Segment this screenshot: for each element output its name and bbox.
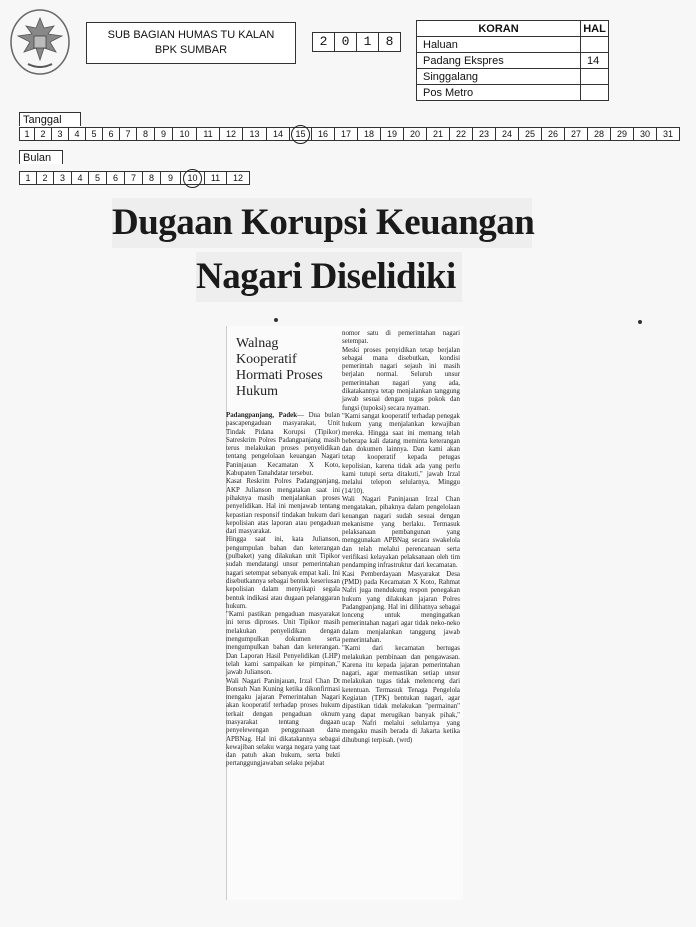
date-cell: 23 (472, 127, 496, 141)
speck-mark (638, 320, 642, 324)
date-cell: 5 (85, 127, 103, 141)
month-cell: 9 (160, 171, 181, 185)
date-cell: 24 (495, 127, 519, 141)
month-cell-selected: 10 (180, 171, 205, 185)
month-cell: 8 (142, 171, 161, 185)
article-col2-body: nomor satu di pemerintahan nagari setempat. Meski proses penyidikan tetap berjalan sebagai mana disebutkan, kondisi pemerintah nagari sejauh ini masih berjalan normal. Seluruh unsur pemerintahan nagari yang ada, dikatakannya tetap menjalankan tanggung jawab sesuai dengan tugas pokok dan fungsi (tupoksi) secara nyaman. "Kami sangat kooperatif terhadap penegak hukum yang menjalankan kewajiban mereka. Hingga saat ini memang telah beberapa kali datang meminta keterangan dan dokumen lainnya. Dan kami akan tetap kooperatif kepada petugas kepolisian, karena tidak ada yang perlu kami tutupi serta ditakuti," jawab Irzal melalui telepon selularnya, Minggu (14/10). Wali Nagari Paninjauan Irzal Chan mengatakan, pihaknya dalam pengelolaan keuangan nagari sudah sesuai dengan mekanisme yang berlaku. Termasuk pelaksanaan pembangunan yang menggunakan APBNag secara swakelola dan telah melalui perencanaan serta verifikasi kelayakan pelaksanaan oleh tim pendamping infrastruktur dari kecamatan. Kasi Pemberdayaan Masyarakat Desa (PMD) pada Kecamatan X Koto, Rahmat Nafri juga mendukung respon penegakan hukum yang dilakukan jajaran Polres Padangpanjang. Hal ini dilihatnya sebagai lonceng untuk mengingatkan pemerintahan nagari agar tidak neko-neko dalam menjalankan tanggung jawab pemerintahan. "Kami dari kecamatan bertugas melakukan pembinaan dan pengawasan. Karena itu kepada jajaran pemerintahan nagari, agar memastikan setiap unsur melakukan tugas tidak melenceng dari ketentuan. Termasuk Tenaga Pengelola Kegiatan (TPK) bentukan nagari, agar dipastikan tidak melakukan "permainan" yang dapat merugikan banyak pihak," ucap Nafri melalui selularnya yang mengaku masih berada di Jakarta ketika dihubungi terpisah. (wrd) (342, 330, 460, 744)
koran-header: KORAN (417, 21, 581, 37)
date-cell: 1 (19, 127, 35, 141)
date-cell: 14 (266, 127, 290, 141)
hal-header: HAL (581, 21, 609, 37)
newspaper-page (581, 85, 609, 101)
article-column-1 (226, 330, 340, 769)
date-row (19, 127, 679, 141)
article-col1-text (226, 412, 340, 769)
year-digit-box: 2 (312, 32, 335, 52)
date-cell: 26 (541, 127, 565, 141)
month-cell: 5 (88, 171, 107, 185)
year-digit-box: 1 (356, 32, 379, 52)
agency-box (86, 22, 296, 64)
newspaper-name: Padang Ekspres (417, 53, 581, 69)
newspaper-table (416, 20, 609, 101)
month-cell: 2 (36, 171, 54, 185)
bulan-label: Bulan (19, 150, 63, 164)
date-cell: 7 (119, 127, 137, 141)
date-cell: 29 (610, 127, 634, 141)
date-cell: 30 (633, 127, 657, 141)
date-cell: 20 (403, 127, 427, 141)
date-cell: 25 (518, 127, 542, 141)
date-cell: 17 (334, 127, 358, 141)
date-cell-selected: 15 (289, 127, 312, 141)
month-row (19, 171, 249, 185)
date-cell: 16 (311, 127, 335, 141)
date-cell: 18 (357, 127, 381, 141)
bullet-dot (274, 318, 278, 322)
month-cell: 11 (204, 171, 227, 185)
month-cell: 4 (71, 171, 89, 185)
date-cell: 28 (587, 127, 611, 141)
date-cell: 22 (449, 127, 473, 141)
date-cell: 9 (154, 127, 173, 141)
date-cell: 27 (564, 127, 588, 141)
article-col1-body: — Dua bulan pascapengaduan masyarakat, Unit Tindak Pidana Korupsi (Tipikor) Satreskrim Polres Padangpanjang masih terus melakukan proses penyelidikan tentang pengelolaan keuangan Nagari Paninjauan Kecamatan X Koto, Kabupaten Tanahdatar tersebut. Kasat Reskrim Polres Padangpanjang, AKP Julianson mengatakan saat ini pihaknya masih menjalankan proses penyelidikan. Hal ini menjawab tentang kepastian responsif tindakan hukum dari kepolisian atas laporan atau pengaduan dari masyarakat. Hingga saat ini, kata Julianson, pengumpulan bahan dan keterangan (pulbaket) yang dilakukan unit Tipikor sudah mendatangi unsur pemerintahan nagari setempat sebanyak empat kali. Ini disebutkannya sebagai bentuk keseriusan kepolisian dalam menyikapi segala bentuk indikasi atau dugaan pelanggaran hukum. "Kami pastikan pengaduan masyarakat ini terus diproses. Unit Tipikor masih melakukan penyelidikan dengan mengumpulkan dokumen serta mengumpulkan bahan dan keterangan. Dan Laporan Hasil Penyelidikan (LHP) telah kami sampaikan ke pimpinan," jawab Julianson. Wali Nagari Paninjauan, Irzal Chan Dt Bonsuh Nan Kuning ketika dikonfirmasi mengaku jajaran Pemerintahan Nagari akan kooperatif terhadap proses hukum terkait dengan pengaduan oknum masyarakat tentang dugaan penyelewengan penggunaan dana APBNag. Hal ini dikatakannya sebagai kewajiban selaku warga negara yang taat dan patuh akan hukum, serta bukti pertanggungjawaban selaku pejabat (226, 412, 340, 768)
date-cell: 19 (380, 127, 404, 141)
article-dateline: Padangpanjang, Padek (226, 412, 298, 419)
date-cell: 2 (34, 127, 52, 141)
month-cell: 3 (53, 171, 72, 185)
newspaper-page (581, 37, 609, 53)
article-subheading: Walnag Kooperatif Hormati Proses Hukum (236, 336, 323, 399)
year-boxes (312, 32, 400, 52)
date-cell: 13 (242, 127, 267, 141)
newspaper-row (417, 69, 609, 85)
garuda-emblem-logo (8, 8, 72, 78)
date-cell: 10 (172, 127, 197, 141)
month-cell: 7 (124, 171, 143, 185)
newspaper-page (581, 69, 609, 85)
date-cell: 6 (102, 127, 120, 141)
month-cell: 6 (106, 171, 125, 185)
newspaper-name: Pos Metro (417, 85, 581, 101)
date-cell: 8 (136, 127, 155, 141)
headline-line1: Dugaan Korupsi Keuangan (112, 198, 532, 248)
date-cell: 31 (656, 127, 680, 141)
date-cell: 12 (219, 127, 243, 141)
headline-line2: Nagari Diselidiki (196, 252, 462, 302)
date-cell: 3 (51, 127, 69, 141)
month-cell: 12 (226, 171, 250, 185)
newspaper-name: Singgalang (417, 69, 581, 85)
newspaper-row (417, 53, 609, 69)
date-cell: 4 (68, 127, 86, 141)
year-digit-box: 0 (334, 32, 357, 52)
tanggal-label: Tanggal (19, 112, 81, 126)
newspaper-page: 14 (581, 53, 609, 69)
newspaper-row (417, 37, 609, 53)
date-cell: 11 (196, 127, 220, 141)
year-digit-box: 8 (378, 32, 401, 52)
newspaper-name: Haluan (417, 37, 581, 53)
month-cell: 1 (19, 171, 37, 185)
agency-line1: SUB BAGIAN HUMAS TU KALAN (107, 29, 275, 41)
agency-line2: BPK SUMBAR (154, 44, 228, 56)
article-column-2 (342, 330, 460, 745)
date-cell: 21 (426, 127, 450, 141)
newspaper-row (417, 85, 609, 101)
